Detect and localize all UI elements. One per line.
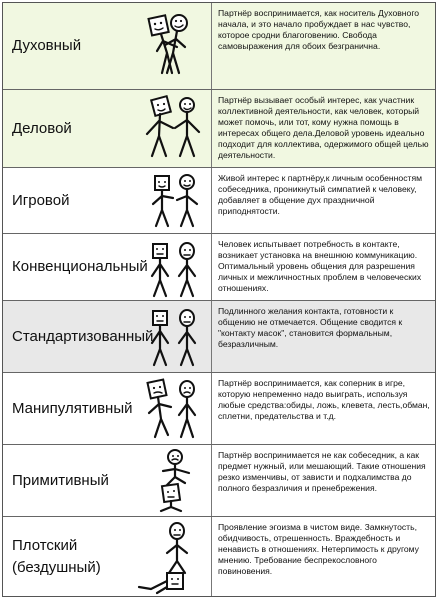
level-name: Плотский (бездушный): [12, 536, 101, 576]
table-row: [3, 90, 435, 168]
description-text: Партнёр воспринимается, как соперник в игре, которую непременно надо выиграть, используя любые средства:обиды, ложь, клевета, лесть,обман, сплетни, предательства и т.д.: [218, 378, 430, 421]
table-row: [3, 517, 435, 596]
stick-figures-domination-icon: [135, 517, 211, 596]
description-text: Живой интерес к партнёру,к личным особенностям собеседника, проникнутый симпатией к человеку, добавляет в общение дух праздничной приподнятости.: [218, 173, 422, 216]
table-row: [3, 234, 435, 301]
level-description: [211, 90, 435, 167]
table-row: [3, 3, 435, 90]
stick-figures-standing-icon: [135, 234, 211, 300]
communication-levels-table: [2, 2, 436, 597]
level-description: [211, 168, 435, 233]
stick-figures-rival-icon: [135, 373, 211, 444]
level-description: [211, 234, 435, 300]
level-description: [211, 517, 435, 596]
level-name: Манипулятивный: [12, 399, 133, 417]
table-row: [3, 168, 435, 234]
stick-figures-masks-icon: [135, 301, 211, 372]
table-row: [3, 373, 435, 445]
level-description: [211, 301, 435, 372]
level-name: Духовный: [12, 37, 82, 54]
description-text: Партнёр воспринимается, как носитель Духовного начала, и это начало пробуждает в нас чувство, которое сродни благоговению. Свобода самовыражения для обоих безгранична.: [218, 8, 420, 51]
level-name: Стандартизованный: [12, 327, 154, 345]
stick-figures-hug-icon: [135, 3, 211, 89]
stick-figures-handshake-icon: [135, 90, 211, 167]
level-description: [211, 445, 435, 516]
level-name: Примитивный: [12, 471, 109, 489]
level-name: Деловой: [12, 119, 72, 137]
description-text: Человек испытывает потребность в контакте, возникает установка на внешнюю коммуникацию. Оптимальный уровень общения для разрешения личных и межличностных проблем в человеческих отношениях.: [218, 239, 422, 293]
level-name: Конвенциональный: [12, 258, 148, 275]
description-text: Партнёр вызывает особый интерес, как участник коллективной деятельности, как человек, который может помочь, или тот, кому нужна помощь в интересах общего дела.Деловой уровень идеально подходит для коллектива, одержимого общей целью деятельности.: [218, 95, 429, 160]
description-text: Подлинного желания контакта, готовности к общению не отмечается. Общение сводится к "контакту масок", становится формальным, безразличным.: [218, 306, 403, 349]
table-row: [3, 445, 435, 517]
level-description: [211, 3, 435, 89]
table-row: [3, 301, 435, 373]
description-text: Проявление эгоизма в чистом виде. Замкнутость, обидчивость, отрешенность. Враждебность и ненависть в отношениях. Нетерпимость к другому мнению. Требование беспрекословного повиновения.: [218, 522, 419, 576]
stick-figures-play-icon: [135, 168, 211, 233]
description-text: Партнёр воспринимается не как собеседник, а как предмет нужный, или мешающий. Такие отношения резко изменчивы, от зависти и подхалимства до полного безразличия и пренебрежения.: [218, 450, 426, 493]
level-description: [211, 373, 435, 444]
level-name: Игровой: [12, 191, 70, 209]
stick-figures-stepping-icon: [135, 445, 211, 516]
